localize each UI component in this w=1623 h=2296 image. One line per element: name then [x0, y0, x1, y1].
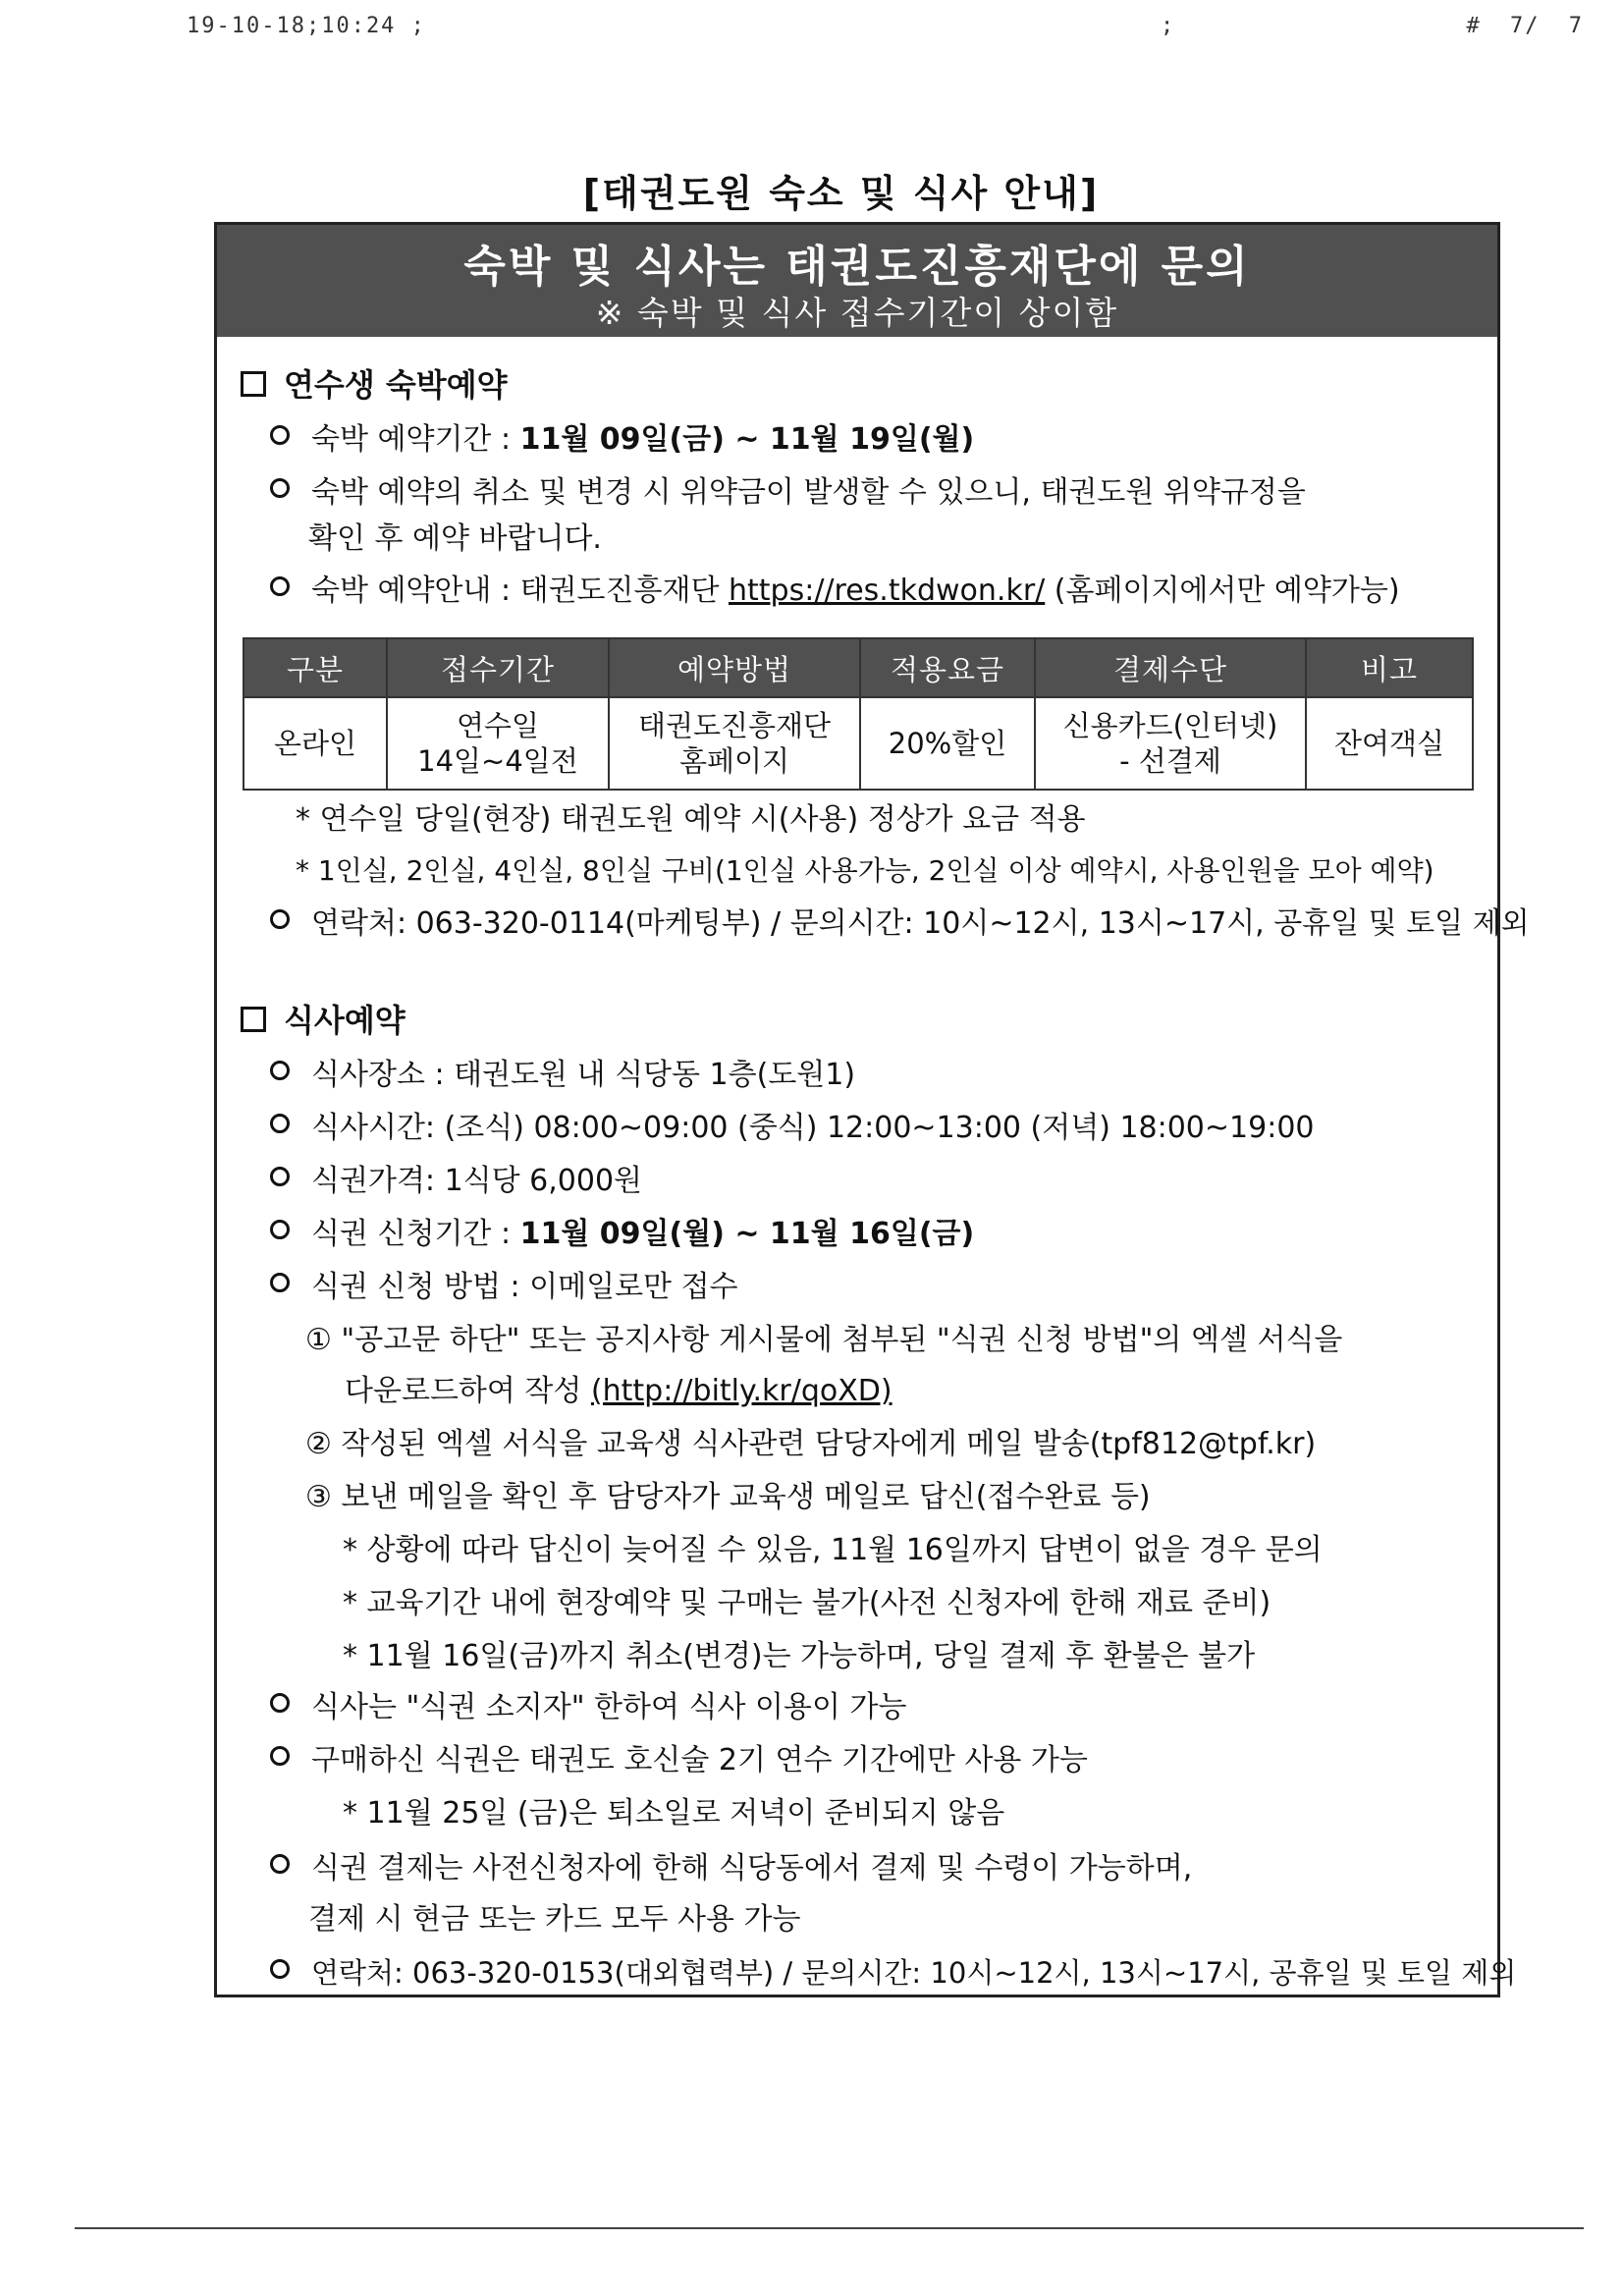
meal-price-text: 식권가격: 1식당 6,000원 — [311, 1164, 643, 1198]
circle-bullet-icon — [270, 1167, 290, 1186]
meal-payment-line1: 식권 결제는 사전신청자에 한해 식당동에서 결제 및 수령이 가능하며, — [311, 1851, 1193, 1886]
meal-sub-note-2: * 교육기간 내에 현장예약 및 구매는 불가(사전 신청자에 한해 재료 준비) — [343, 1586, 1271, 1620]
lodging-period-label: 숙박 예약기간 : — [311, 422, 520, 457]
document-title: [태권도원 숙소 및 식사 안내] — [582, 172, 1100, 215]
checkbox-square-icon — [241, 371, 266, 397]
fax-timestamp: 19-10-18;10:24 ; — [187, 14, 426, 38]
meal-method-text: 식권 신청 방법 : 이메일로만 접수 — [311, 1270, 738, 1304]
table-cell-note: 잔여객실 — [1306, 697, 1473, 790]
banner-headline: 숙박 및 식사는 태권도진흥재단에 문의 — [463, 242, 1251, 292]
scan-bottom-rule — [75, 2227, 1584, 2229]
lodging-cancel-line1: 숙박 예약의 취소 및 변경 시 위약금이 발생할 수 있으니, 태권도원 위약규정을 — [311, 475, 1306, 510]
table-header-cell: 적용요금 — [860, 638, 1035, 697]
table-header-row — [243, 638, 1473, 697]
meal-place-text: 식사장소 : 태권도원 내 식당동 1층(도원1) — [311, 1058, 856, 1092]
meal-time-item — [270, 1109, 1315, 1148]
meal-place-item — [270, 1056, 855, 1095]
meal-sub-note-3: * 11월 16일(금)까지 취소(변경)는 가능하며, 당일 결제 후 환불은 불가 — [343, 1639, 1256, 1673]
checkbox-square-icon — [241, 1007, 266, 1032]
table-cell-payment — [1035, 697, 1306, 790]
circle-bullet-icon — [270, 1959, 290, 1979]
period-line1: 연수일 — [456, 709, 540, 742]
form-download-link[interactable]: (http://bitly.kr/qoXD) — [590, 1374, 893, 1408]
circle-bullet-icon — [270, 1854, 290, 1874]
lodging-cancel-item — [270, 473, 1306, 513]
meal-valid-text: 구매하신 식권은 태권도 호신술 2기 연수 기간에만 사용 가능 — [311, 1743, 1088, 1777]
method-line2: 홈페이지 — [678, 744, 790, 778]
fax-page-number: # 7/ 7 — [1466, 14, 1584, 38]
table-row — [243, 697, 1473, 790]
lodging-contact-text: 연락처: 063-320-0114(마케팅부) / 문의시간: 10시~12시, 13시~17시, 공휴일 및 토일 제외 — [311, 906, 1530, 941]
circle-bullet-icon — [270, 909, 290, 929]
circle-bullet-icon — [270, 1746, 290, 1766]
circle-bullet-icon — [270, 1273, 290, 1292]
lodging-heading-text: 연수생 숙박예약 — [284, 366, 508, 404]
reservation-link[interactable]: https://res.tkdwon.kr/ — [729, 574, 1046, 608]
lodging-period-item — [270, 420, 974, 460]
circle-bullet-icon — [270, 1061, 290, 1080]
table-cell-type: 온라인 — [243, 697, 387, 790]
meal-holder-text: 식사는 "식권 소지자" 한하여 식사 이용이 가능 — [311, 1690, 907, 1724]
meal-sub-note-1: * 상황에 따라 답신이 늦어질 수 있음, 11월 16일까지 답변이 없을 경우 문의 — [343, 1533, 1323, 1567]
lodging-contact-item — [270, 904, 1530, 944]
meal-payment-line2: 결제 시 현금 또는 카드 모두 사용 가능 — [308, 1902, 801, 1937]
lodging-guide-suffix: (홈페이지에서만 예약가능) — [1045, 574, 1400, 608]
banner-subline: ※ 숙박 및 식사 접수기간이 상이함 — [595, 294, 1119, 332]
fax-separator: ; — [1161, 14, 1176, 38]
meal-period-value: 11월 09일(월) ~ 11월 16일(금) — [519, 1217, 975, 1251]
table-header-cell: 구분 — [243, 638, 387, 697]
lodging-note-1: * 연수일 당일(현장) 태권도원 예약 시(사용) 정상가 요금 적용 — [296, 802, 1086, 837]
meal-step3: ③ 보낸 메일을 확인 후 담당자가 교육생 메일로 답신(접수완료 등) — [305, 1480, 1151, 1514]
meal-period-item — [270, 1215, 974, 1254]
meal-heading-text: 식사예약 — [284, 1002, 406, 1039]
meal-step1-line1: ① "공고문 하단" 또는 공지사항 게시물에 첨부된 "식권 신청 방법"의 엑셀 서식을 — [305, 1323, 1343, 1357]
meal-section-heading — [241, 1001, 406, 1040]
contact-banner — [217, 225, 1497, 337]
meal-contact-item — [270, 1953, 1516, 1993]
lodging-guide-prefix: 숙박 예약안내 : 태권도진흥재단 — [311, 574, 729, 608]
meal-step1-line2 — [345, 1372, 893, 1411]
table-cell-period — [387, 697, 609, 790]
meal-price-item — [270, 1162, 642, 1201]
table-header-cell: 접수기간 — [387, 638, 609, 697]
circle-bullet-icon — [270, 425, 290, 445]
lodging-cancel-line2: 확인 후 예약 바랍니다. — [308, 521, 602, 556]
circle-bullet-icon — [270, 576, 290, 596]
table-cell-rate: 20%할인 — [860, 697, 1035, 790]
method-line1: 태권도진흥재단 — [637, 709, 832, 742]
meal-period-label: 식권 신청기간 : — [311, 1217, 520, 1251]
meal-valid-note: * 11월 25일 (금)은 퇴소일로 저녁이 준비되지 않음 — [343, 1796, 1005, 1831]
table-header-cell: 비고 — [1306, 638, 1473, 697]
lodging-table — [243, 637, 1474, 791]
payment-line2: - 선결제 — [1119, 744, 1221, 778]
meal-time-text: 식사시간: (조식) 08:00~09:00 (중식) 12:00~13:00 (저녁) 18:00~19:00 — [311, 1111, 1315, 1145]
table-cell-method — [609, 697, 860, 790]
payment-line1: 신용카드(인터넷) — [1062, 709, 1278, 742]
circle-bullet-icon — [270, 1220, 290, 1239]
meal-holder-item — [270, 1688, 906, 1727]
table-header-cell: 결제수단 — [1035, 638, 1306, 697]
meal-method-item — [270, 1268, 738, 1307]
circle-bullet-icon — [270, 1114, 290, 1133]
circle-bullet-icon — [270, 478, 290, 498]
lodging-period-value: 11월 09일(금) ~ 11월 19일(월) — [519, 422, 975, 457]
meal-valid-item — [270, 1741, 1088, 1780]
lodging-note-2: * 1인실, 2인실, 4인실, 8인실 구비(1인실 사용가능, 2인실 이상 예약시, 사용인원을 모아 예약) — [296, 854, 1434, 887]
table-header-cell: 예약방법 — [609, 638, 860, 697]
circle-bullet-icon — [270, 1693, 290, 1713]
meal-contact-text: 연락처: 063-320-0153(대외협력부) / 문의시간: 10시~12시, 13시~17시, 공휴일 및 토일 제외 — [311, 1956, 1517, 1990]
lodging-guide-item — [270, 572, 1400, 611]
lodging-section-heading — [241, 365, 508, 405]
period-line2: 14일~4일전 — [417, 744, 578, 778]
fax-header — [187, 14, 1584, 53]
meal-payment-item — [270, 1849, 1192, 1888]
meal-step2: ② 작성된 엑셀 서식을 교육생 식사관련 담당자에게 메일 발송(tpf812@tpf.kr) — [305, 1427, 1317, 1461]
meal-step1-prefix: 다운로드하여 작성 — [345, 1374, 591, 1408]
notice-frame — [214, 222, 1530, 1997]
